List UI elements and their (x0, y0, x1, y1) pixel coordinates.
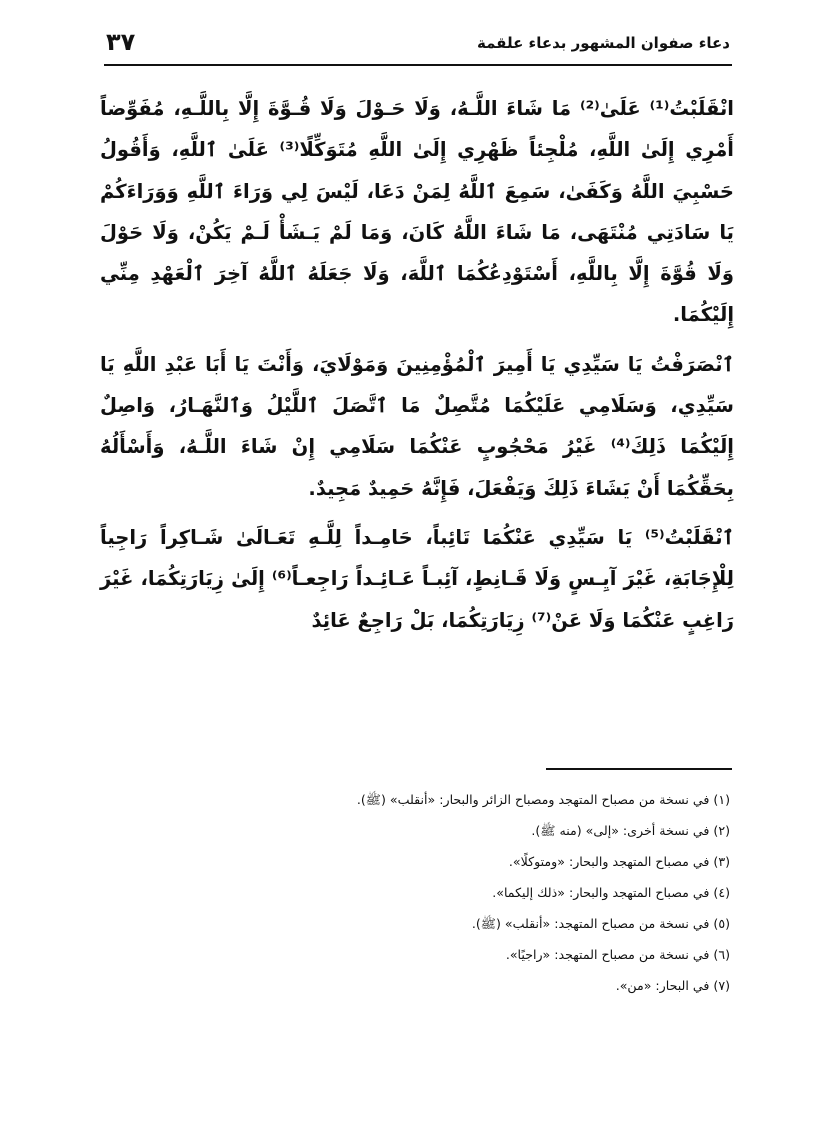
running-title: دعاء صفوان المشهور بدعاء علقمة (477, 34, 730, 52)
footnote-4: (٤) في مصباح المتهجد والبحار: «ذلك إليكما». (492, 885, 730, 900)
main-text (100, 88, 734, 649)
paragraph-2: ٱنْصَرَفْتُ يَا سَيِّدِي يَا أَمِيرَ ٱلْمُؤْمِنِينَ وَمَوْلَايَ، وَأَنْتَ يَا أَبَا عَبْدِ اللَّهِ يَا سَيِّدِي، وَسَلَامِي عَلَيْكُمَا مُتَّصِلٌ مَا ٱتَّصَلَ ٱللَّيْلُ وَٱلنَّهَـارُ، وَاصِلٌ إِلَيْكُمَا ذَلِكَ⁽⁴⁾ غَيْرُ مَحْجُوبٍ عَنْكُمَا سَلَامِي إِنْ شَاءَ اللَّـهُ، وَأَسْأَلُهُ بِحَقِّكُمَا أَنْ يَشَاءَ ذَلِكَ وَيَفْعَلَ، فَإِنَّهُ حَمِيدٌ مَجِيدٌ. (100, 352, 734, 500)
footnote-2: (٢) في نسخة أخرى: «إلى» (منه ﷺ). (531, 823, 730, 838)
footnote-separator (546, 768, 732, 770)
footnote-1: (١) في نسخة من مصباح المتهجد ومصباح الزائر والبحار: «أنقلب» (ﷺ). (356, 792, 730, 807)
page-header (104, 24, 732, 66)
footnote-6: (٦) في نسخة من مصباح المتهجد: «راجيًا». (505, 947, 730, 962)
paragraph-1: انْقَلَبْتُ⁽¹⁾ عَلَىٰ⁽²⁾ مَا شَاءَ اللَّـهُ، وَلَا حَـوْلَ وَلَا قُـوَّةَ إِلَّا بِاللَّـهِ، مُفَوِّضاً أَمْرِي إِلَىٰ اللَّهِ، مُلْجِئاً ظَهْرِي إِلَىٰ اللَّهِ مُتَوَكِّلًا⁽³⁾ عَلَىٰ ٱللَّهِ، وَأَقُولُ حَسْبِيَ اللَّهُ وَكَفَىٰ، سَمِعَ ٱللَّهُ لِمَنْ دَعَا، لَيْسَ لِي وَرَاءَ ٱللَّهِ وَوَرَاءَكُمْ يَا سَادَتِي مُنْتَهَى، مَا شَاءَ اللَّهُ كَانَ، وَمَا لَمْ يَـشَأْ لَـمْ يَكُنْ، وَلَا حَوْلَ وَلَا قُوَّةَ إِلَّا بِاللَّهِ، أَسْتَوْدِعُكُمَا ٱللَّهَ، وَلَا جَعَلَهُ ٱللَّهُ آخِرَ ٱلْعَهْدِ مِنِّي إِلَيْكُمَا. (100, 97, 734, 327)
page-number: ٣٧ (106, 28, 136, 56)
footnote-5: (٥) في نسخة من مصباح المتهجد: «أنقلب» (ﷺ). (471, 916, 730, 931)
footnotes (100, 784, 732, 1001)
footnote-3: (٣) في مصباح المتهجد والبحار: «ومتوكلًا». (508, 854, 730, 869)
footnote-7: (٧) في البحار: «من». (615, 978, 730, 993)
paragraph-3: ٱنْقَلَبْتُ⁽⁵⁾ يَا سَيِّدِي عَنْكُمَا تَائِباً، حَامِـداً لِلَّـهِ تَعَـالَىٰ شَـاكِراً رَاجِياً لِلْإِجَابَةِ، غَيْرَ آيِـسٍ وَلَا قَـانِطٍ، آئِبـاً عَـائِـداً رَاجِعـاً⁽⁶⁾ إِلَىٰ زِيَارَتِكُمَا، غَيْرَ رَاغِبٍ عَنْكُمَا وَلَا عَنْ⁽⁷⁾ زِيَارَتِكُمَا، بَلْ رَاجِعٌ عَائِدٌ (100, 525, 734, 632)
